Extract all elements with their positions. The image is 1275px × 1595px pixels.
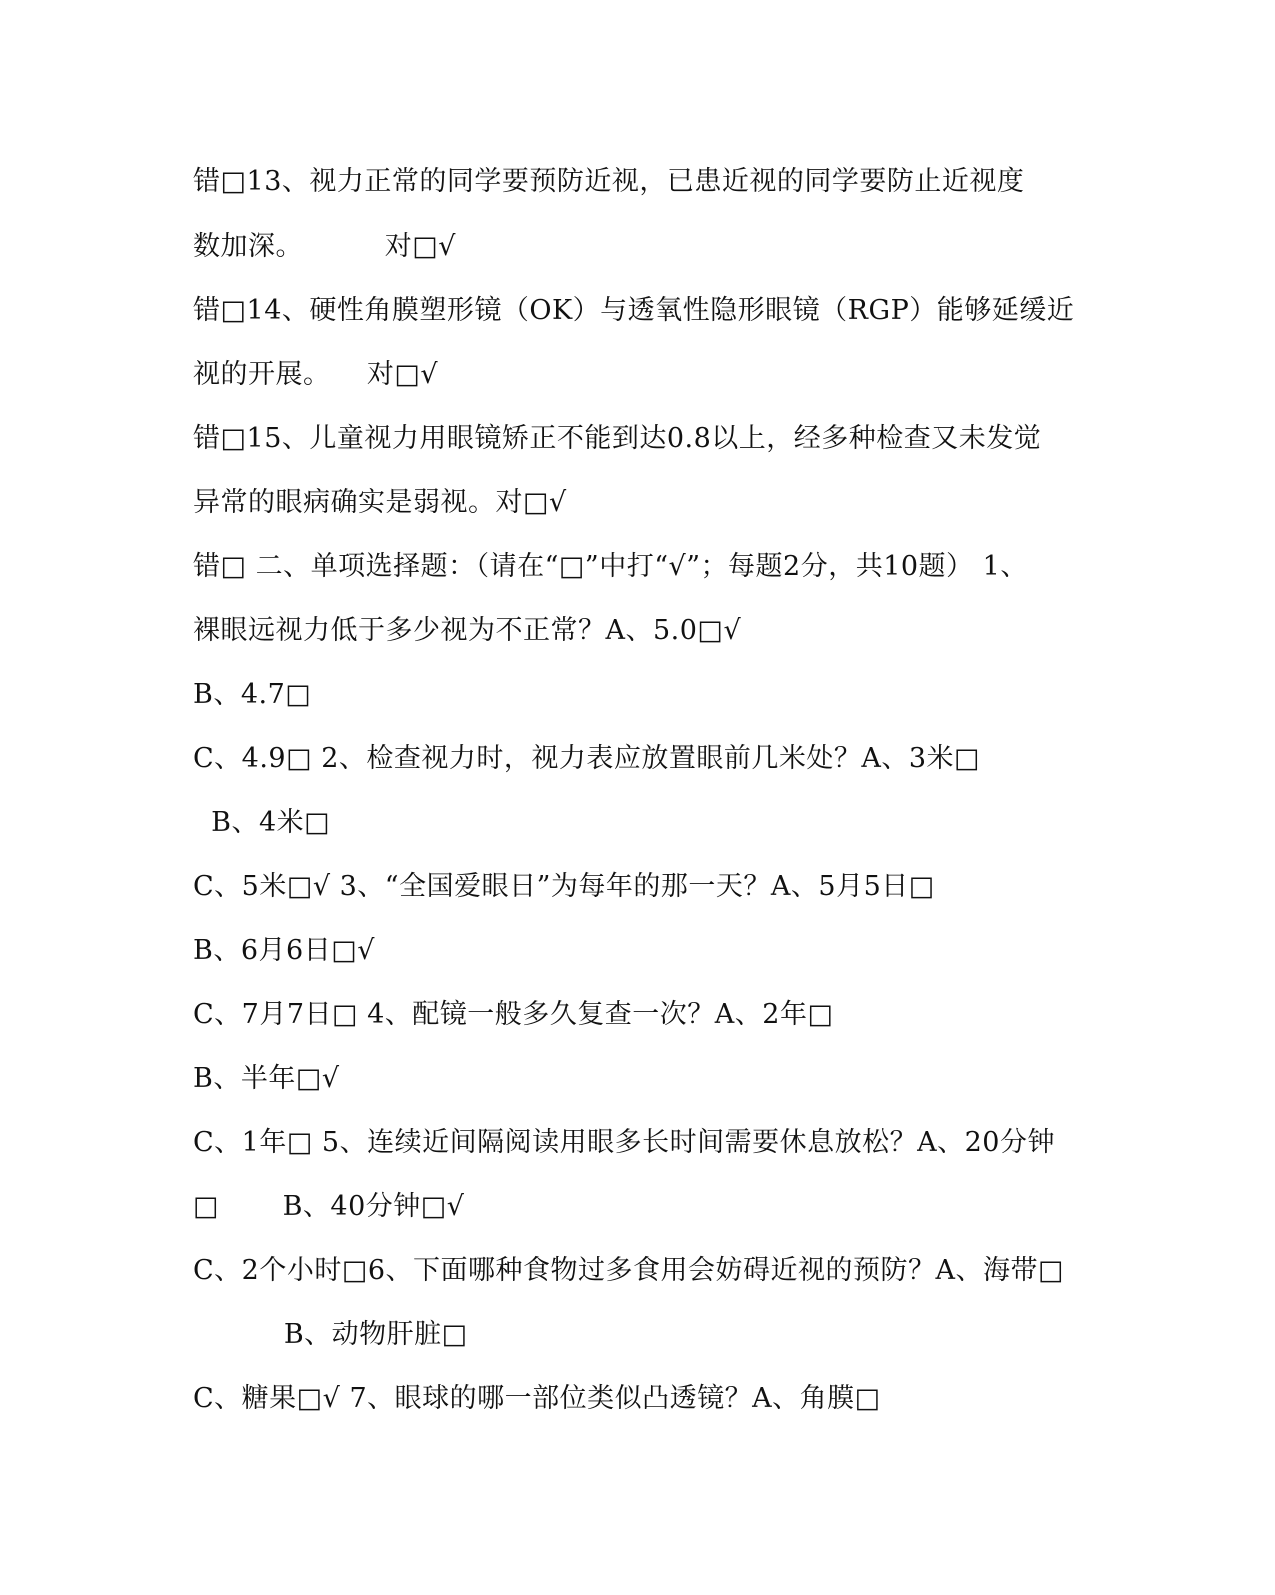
text-line: 裸眼远视力低于多少视为不正常？A、5.0□√	[193, 615, 742, 646]
text-line: B、4.7□	[193, 679, 312, 710]
text-line: 错□14、硬性角膜塑形镜（OK）与透氧性隐形眼镜（RGP）能够延缓近	[193, 295, 1075, 326]
text-line: B、4米□	[193, 807, 331, 838]
text-line: 错□15、儿童视力用眼镜矫正不能到达0.8以上，经多种检查又未发觉	[193, 423, 1042, 454]
text-line: C、糖果□√ 7、眼球的哪一部位类似凸透镜？A、角膜□	[193, 1383, 881, 1414]
text-line: C、4.9□ 2、检查视力时，视力表应放置眼前几米处？A、3米□	[193, 743, 981, 774]
text-line: 数加深。 对□√	[193, 231, 456, 262]
text-line: B、动物肝脏□	[193, 1319, 468, 1350]
text-line: B、半年□√	[193, 1063, 340, 1094]
text-line: C、7月7日□ 4、配镜一般多久复查一次？A、2年□	[193, 999, 834, 1030]
text-line: B、6月6日□√	[193, 935, 375, 966]
text-line: C、2个小时□6、下面哪种食物过多食用会妨碍近视的预防？A、海带□	[193, 1255, 1065, 1286]
text-line: □ B、40分钟□√	[193, 1191, 465, 1222]
text-line: C、1年□ 5、连续近间隔阅读用眼多长时间需要休息放松？A、20分钟	[193, 1127, 1055, 1158]
text-line: 错□ 二、单项选择题：（请在“□”中打“√”；每题2分，共10题） 1、	[193, 551, 1028, 582]
text-line: 错□13、视力正常的同学要预防近视，已患近视的同学要防止近视度	[193, 166, 1025, 197]
text-line: 视的开展。 对□√	[193, 359, 439, 390]
text-line: 异常的眼病确实是弱视。对□√	[193, 487, 567, 518]
text-line: C、5米□√ 3、“全国爱眼日”为每年的那一天？A、5月5日□	[193, 871, 935, 902]
